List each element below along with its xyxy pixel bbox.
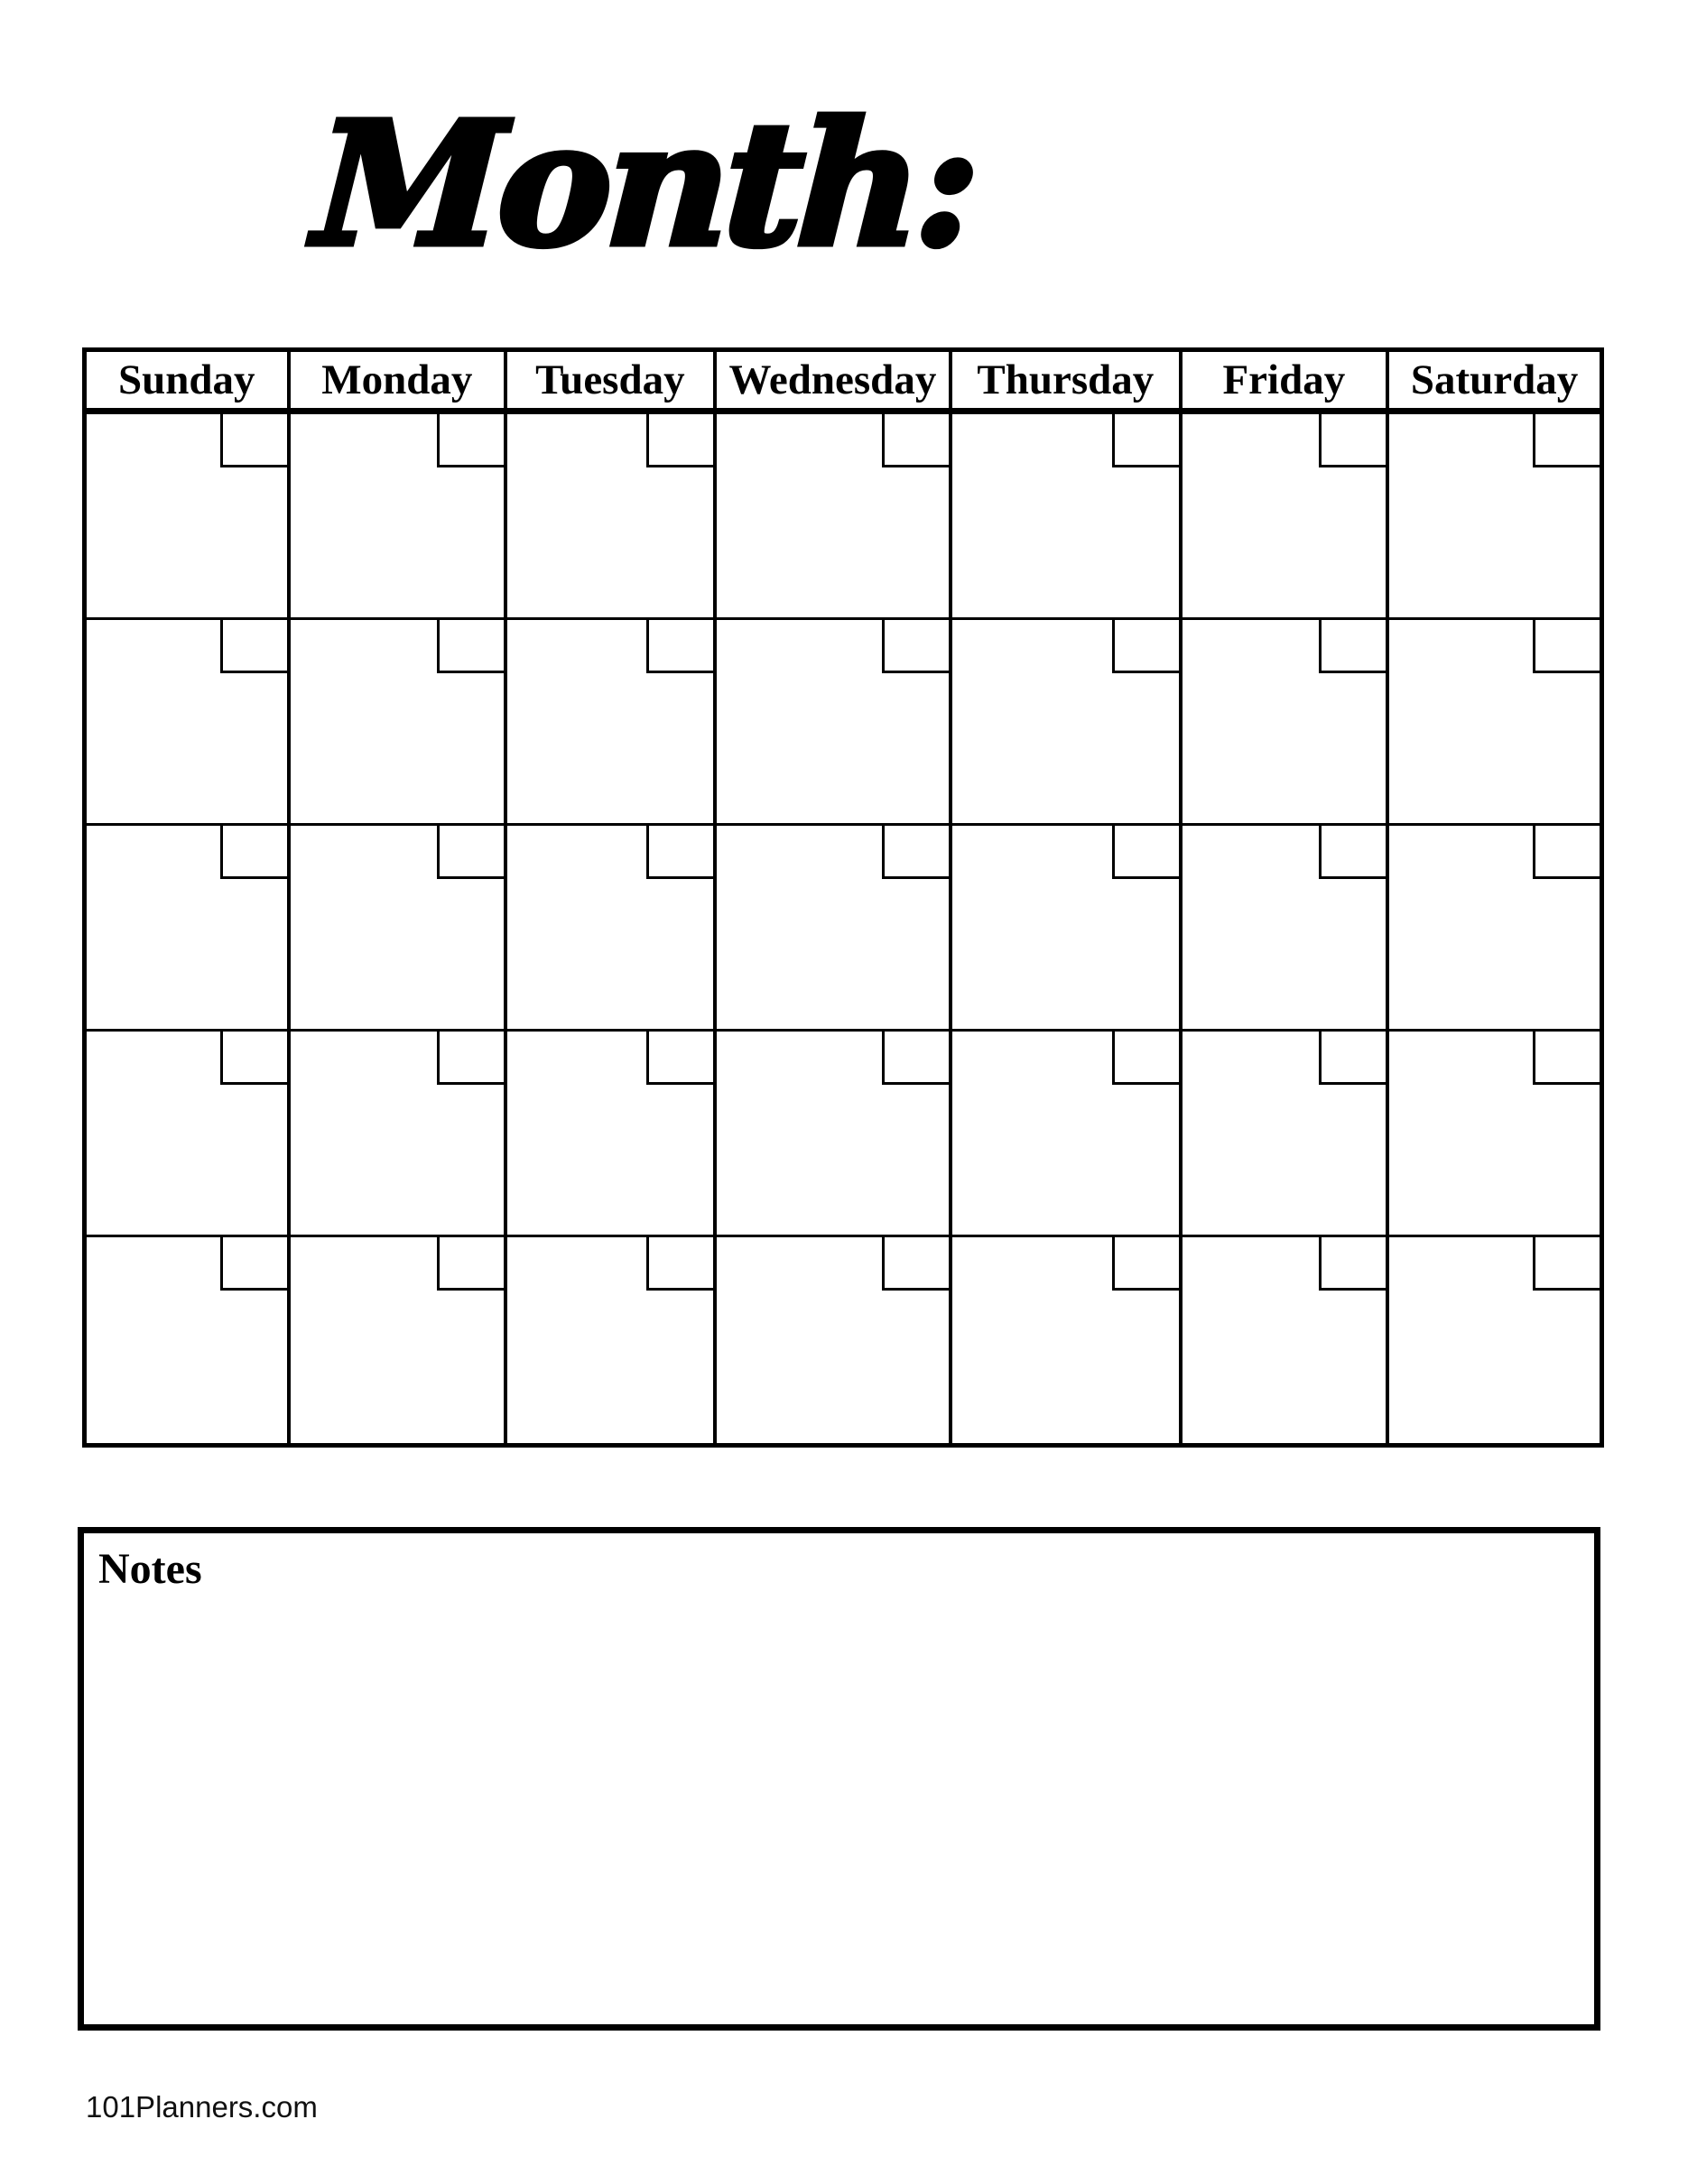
date-number-box: [1112, 826, 1179, 879]
date-number-box: [1319, 620, 1386, 673]
date-number-box: [646, 1237, 713, 1291]
day-cell: [952, 826, 1182, 1032]
date-number-box: [437, 1237, 504, 1291]
day-cell: [952, 414, 1182, 620]
date-number-box: [646, 826, 713, 879]
date-number-box: [1533, 620, 1600, 673]
date-number-box: [437, 1032, 504, 1085]
day-cell: [87, 620, 291, 826]
date-number-box: [220, 1237, 287, 1291]
day-cell: [1389, 1032, 1600, 1237]
day-cell: [87, 1032, 291, 1237]
day-cell: [507, 1237, 717, 1443]
weekday-header-saturday: Saturday: [1410, 356, 1579, 403]
weekday-header-sunday: Sunday: [87, 352, 291, 408]
weekday-header-thursday: Thursday: [952, 352, 1182, 408]
notes-label: Notes: [98, 1545, 202, 1593]
day-cell: [87, 826, 291, 1032]
date-number-box: [1533, 1032, 1600, 1085]
day-cell: [1389, 414, 1600, 620]
date-number-box: [882, 1237, 949, 1291]
day-cell: [1183, 620, 1390, 826]
day-cell: [717, 826, 952, 1032]
day-cell: [952, 1237, 1182, 1443]
weekday-header-monday: Monday: [291, 352, 508, 408]
day-cell: [1183, 826, 1390, 1032]
weekday-header-friday: Friday: [1183, 352, 1390, 408]
day-cell: [291, 1237, 508, 1443]
weekday-header-row: [87, 352, 1600, 414]
day-cell: [507, 826, 717, 1032]
day-cell: [952, 620, 1182, 826]
day-cell: [291, 826, 508, 1032]
date-number-box: [1533, 414, 1600, 467]
date-number-box: [646, 414, 713, 467]
weekday-header-wednesday: Wednesday: [717, 352, 952, 408]
day-cell: [717, 620, 952, 826]
date-number-box: [1319, 1237, 1386, 1291]
day-cell: [291, 620, 508, 826]
day-cell: [507, 620, 717, 826]
date-number-box: [646, 1032, 713, 1085]
date-number-box: [1319, 826, 1386, 879]
calendar-body: [87, 414, 1600, 1443]
day-cell: [87, 414, 291, 620]
day-cell: [1389, 826, 1600, 1032]
notes-box: [78, 1527, 1600, 2031]
date-number-box: [1319, 1032, 1386, 1085]
day-cell: [1389, 620, 1600, 826]
date-number-box: [220, 620, 287, 673]
date-number-box: [220, 1032, 287, 1085]
day-cell: [1183, 1237, 1390, 1443]
date-number-box: [646, 620, 713, 673]
date-number-box: [1112, 620, 1179, 673]
date-number-box: [1533, 1237, 1600, 1291]
day-cell: [1183, 1032, 1390, 1237]
day-cell: [291, 414, 508, 620]
month-title-text: Month:: [311, 85, 980, 284]
date-number-box: [220, 826, 287, 879]
day-cell: [87, 1237, 291, 1443]
date-number-box: [1112, 414, 1179, 467]
date-number-box: [882, 1032, 949, 1085]
day-cell: [291, 1032, 508, 1237]
day-cell: [717, 1032, 952, 1237]
footer-website-text: 101Planners.com: [86, 2090, 318, 2124]
weekday-header-tuesday: Tuesday: [507, 352, 717, 408]
day-cell: [507, 1032, 717, 1237]
page-title: [311, 63, 980, 307]
day-cell: [717, 1237, 952, 1443]
date-number-box: [882, 620, 949, 673]
date-number-box: [882, 414, 949, 467]
calendar-table: [82, 347, 1604, 1448]
date-number-box: [1319, 414, 1386, 467]
day-cell: [1389, 1237, 1600, 1443]
date-number-box: [1112, 1237, 1179, 1291]
day-cell: [507, 414, 717, 620]
date-number-box: [1533, 826, 1600, 879]
day-cell: [952, 1032, 1182, 1237]
date-number-box: [437, 414, 504, 467]
day-cell: [717, 414, 952, 620]
date-number-box: [220, 414, 287, 467]
date-number-box: [1112, 1032, 1179, 1085]
date-number-box: [437, 826, 504, 879]
date-number-box: [437, 620, 504, 673]
day-cell: [1183, 414, 1390, 620]
date-number-box: [882, 826, 949, 879]
